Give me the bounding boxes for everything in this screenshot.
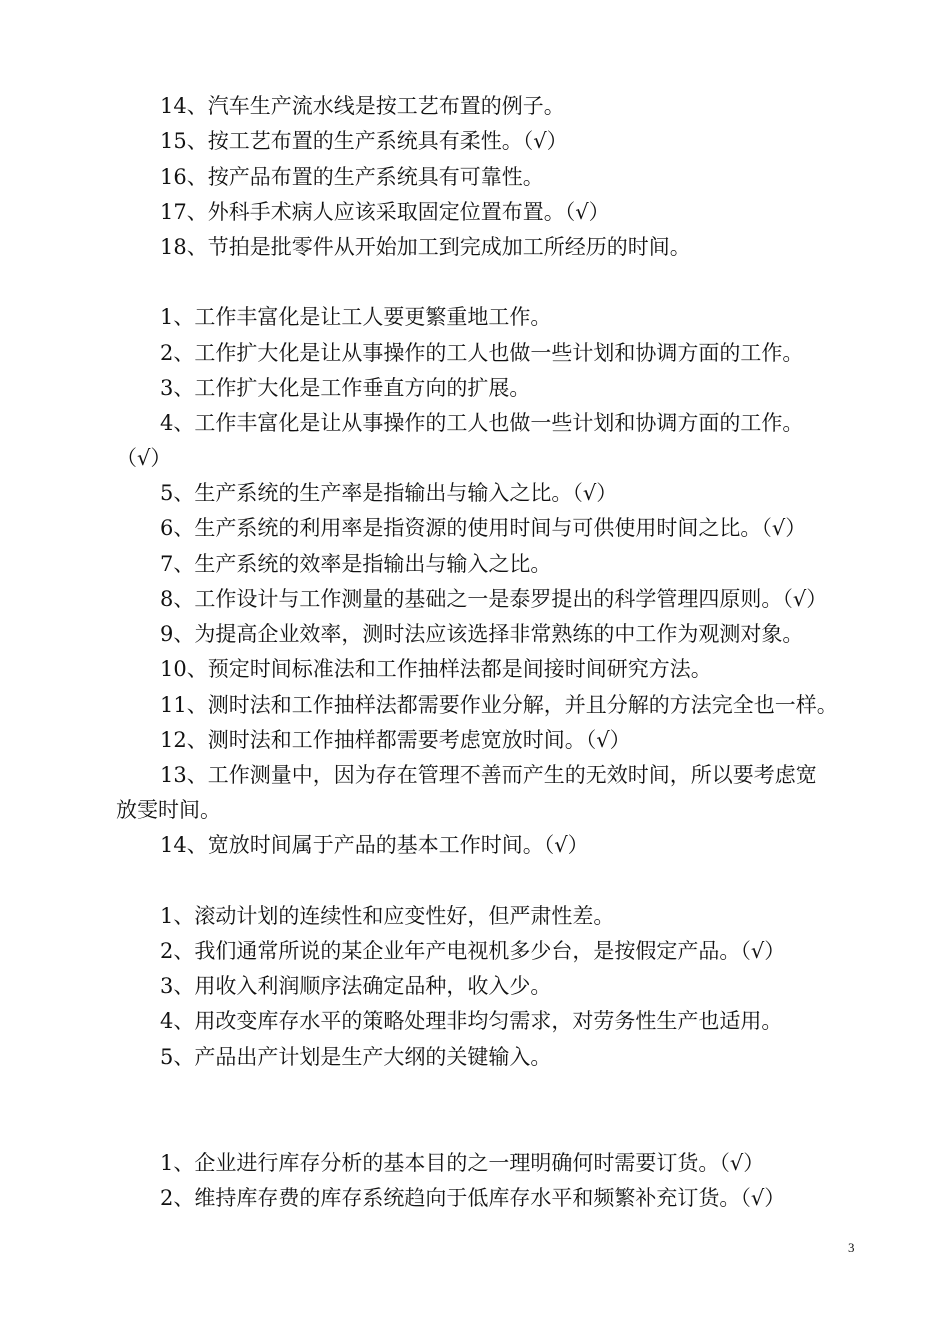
item-12-work: 12、测时法和工作抽样都需要考虑宽放时间。（√） bbox=[160, 728, 631, 752]
item-2-inventory: 2、维持库存费的库存系统趋向于低库存水平和频繁补充订货。（√） bbox=[160, 1186, 786, 1210]
item-3-work: 3、工作扩大化是工作垂直方向的扩展。 bbox=[160, 376, 531, 400]
item-10-work: 10、预定时间标准法和工作抽样法都是间接时间研究方法。 bbox=[160, 657, 712, 681]
item-3-plan: 3、用收入利润顺序法确定品种，收入少。 bbox=[160, 974, 552, 998]
item-2-work: 2、工作扩大化是让从事操作的工人也做一些计划和协调方面的工作。 bbox=[160, 341, 804, 365]
item-11-work: 11、测时法和工作抽样法都需要作业分解，并且分解的方法完全也一样。 bbox=[160, 693, 838, 717]
item-8-work: 8、工作设计与工作测量的基础之一是泰罗提出的科学管理四原则。（√） bbox=[160, 587, 828, 611]
item-18-layout: 18、节拍是批零件从开始加工到完成加工所经历的时间。 bbox=[160, 235, 691, 259]
item-13-work: 13、工作测量中，因为存在管理不善而产生的无效时间，所以要考虑宽 bbox=[160, 763, 817, 787]
item-13-work-cont: 放雯时间。 bbox=[116, 798, 221, 822]
item-4-work-mark: （√） bbox=[116, 446, 172, 470]
item-1-plan: 1、滚动计划的连续性和应变性好，但严肃性差。 bbox=[160, 904, 615, 928]
item-5-work: 5、生产系统的生产率是指输出与输入之比。（√） bbox=[160, 481, 618, 505]
item-7-work: 7、生产系统的效率是指输出与输入之比。 bbox=[160, 552, 552, 576]
item-16-layout: 16、按产品布置的生产系统具有可靠性。 bbox=[160, 165, 544, 189]
item-4-work: 4、工作丰富化是让从事操作的工人也做一些计划和协调方面的工作。 bbox=[160, 411, 804, 435]
item-17-layout: 17、外科手术病人应该采取固定位置布置。（√） bbox=[160, 200, 610, 224]
item-2-plan: 2、我们通常所说的某企业年产电视机多少台，是按假定产品。（√） bbox=[160, 939, 786, 963]
page-number: 3 bbox=[848, 1240, 855, 1255]
item-6-work: 6、生产系统的利用率是指资源的使用时间与可供使用时间之比。（√） bbox=[160, 516, 807, 540]
item-15-layout: 15、按工艺布置的生产系统具有柔性。（√） bbox=[160, 129, 568, 153]
item-4-plan: 4、用改变库存水平的策略处理非均匀需求，对劳务性生产也适用。 bbox=[160, 1009, 783, 1033]
item-5-plan: 5、产品出产计划是生产大纲的关键输入。 bbox=[160, 1045, 552, 1069]
item-9-work: 9、为提高企业效率，测时法应该选择非常熟练的中工作为观测对象。 bbox=[160, 622, 804, 646]
item-1-work: 1、工作丰富化是让工人要更繁重地工作。 bbox=[160, 305, 552, 329]
item-14-work: 14、宽放时间属于产品的基本工作时间。（√） bbox=[160, 833, 589, 857]
item-14-layout: 14、汽车生产流水线是按工艺布置的例子。 bbox=[160, 94, 565, 118]
item-1-inventory: 1、企业进行库存分析的基本目的之一理明确何时需要订货。（√） bbox=[160, 1151, 765, 1175]
